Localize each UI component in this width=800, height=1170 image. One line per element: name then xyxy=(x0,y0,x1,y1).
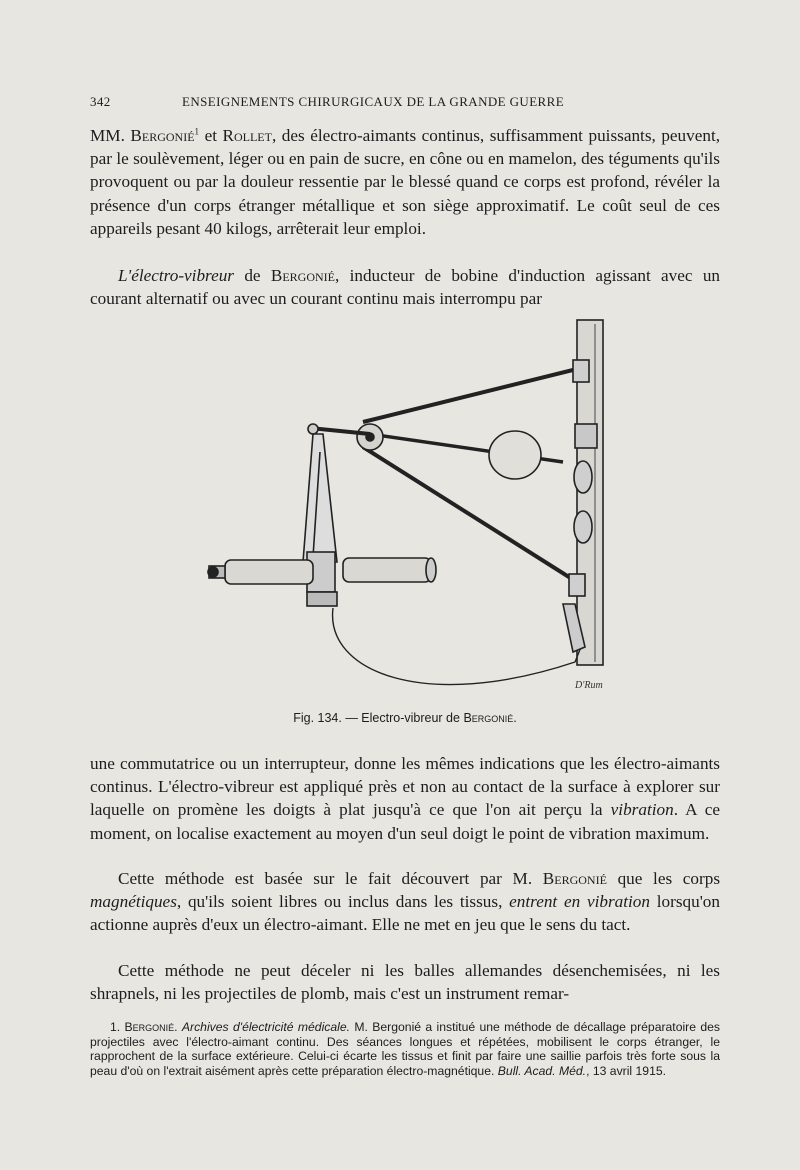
p2-lead: L'électro-vibreur xyxy=(118,266,234,285)
paragraph-4 xyxy=(90,867,720,937)
p1-text: , des électro-aimants continus, suffisamment puissants, peuvent, par le soulèvement, léger ou en pain de sucre, en cône ou en mamelon, des téguments qu'ils provoquent ou par la douleur ressentie par le blessé quand ce corps est profond, révéler la présence d'un corps étranger métallique et son siège approximatif. Le coût seul de ces appareils pesant 40 kilogs, arrêterait leur emploi. xyxy=(90,126,721,238)
caption-name: Bergonié. xyxy=(463,711,517,725)
p1-bergonie: Bergonié xyxy=(130,126,195,145)
p4-bergonie: Bergonié xyxy=(542,869,607,888)
p1-et: et xyxy=(204,126,217,145)
p2-text: , inducteur de bobine d'induction agissant avec un courant alternatif ou avec un courant continu mais interrompu par xyxy=(90,266,721,309)
paragraph-1 xyxy=(90,124,720,240)
footnote-text: M. Bergonié a institué une méthode de décallage préparatoire des projectiles avec l'électro-aimant continu. Des séances longues et répétées, mobilisent le corps étranger, le rapprochent de la surface extérieure. Celui-ci écarte les tissus et finit par faire une saillie parfois très forte sous la peau d'où on l'extrait aisément après cette préparation électro-magnétique. xyxy=(90,1020,721,1078)
coil-right xyxy=(343,558,431,582)
page-number: 342 xyxy=(90,94,111,109)
footnote-date: , 13 avril 1915. xyxy=(586,1063,667,1078)
p1-mm: MM. xyxy=(90,126,125,145)
p3-text2: . A ce moment, on localise exactement au moyen d'un seul doigt le point de vibration maximum. xyxy=(90,800,720,843)
p1-rollet: Rollet xyxy=(222,126,272,145)
p4-magnetiques: magnétiques xyxy=(90,892,177,912)
paragraph-3 xyxy=(90,752,720,845)
coil-left xyxy=(225,560,313,584)
power-cord xyxy=(333,608,583,685)
electro-vibreur-illustration xyxy=(195,312,625,702)
footnote-journal: Archives d'électricité médicale. xyxy=(181,1020,351,1034)
p4-text1: Cette méthode est basée sur le fait découvert par M. xyxy=(118,869,533,888)
footnote xyxy=(90,1020,720,1078)
p4-text2: que les corps xyxy=(617,869,721,888)
footnote-bull: Bull. Acad. Méd. xyxy=(497,1063,587,1078)
engraver-signature: D'Rum xyxy=(575,680,603,691)
footnote-num: 1. xyxy=(110,1020,121,1034)
p4-text3: , qu'ils soient libres ou inclus dans les tissus, xyxy=(176,892,503,912)
figure-caption xyxy=(90,711,720,725)
p4-text4: lorsqu'on actionne auprès d'eux un électro-aimant. Elle ne met en jeu que le sens du tact. xyxy=(90,892,720,935)
p3-text1: une commutatrice ou un interrupteur, donne les mêmes indications que les électro-aimants continus. L'électro-vibreur est appliqué près et non au contact de la surface à explorer sur laquelle on promène les doigts à plat jusqu'à ce que l'on ait perçu la xyxy=(90,754,720,820)
footnote-name: Bergonié. xyxy=(124,1020,178,1034)
paragraph-2 xyxy=(90,264,720,310)
counterweight xyxy=(489,431,541,479)
p4-entrent: entrent en vibration xyxy=(509,892,650,912)
footnote-ref: 1 xyxy=(194,126,200,137)
p2-de: de xyxy=(244,266,261,285)
paragraph-5 xyxy=(90,959,720,1005)
running-title: ENSEIGNEMENTS CHIRURGICAUX DE LA GRANDE GUERRE xyxy=(182,94,565,109)
p3-vibration: vibration xyxy=(610,800,674,820)
caption-prefix: Fig. 134. — Electro-vibreur de xyxy=(293,711,460,725)
p2-bergonie: Bergonié xyxy=(270,266,335,285)
p5-text: Cette méthode ne peut déceler ni les balles allemandes désenchemisées, ni les shrapnels, ni les projectiles de plomb, mais c'est un instrument remar- xyxy=(90,961,720,1004)
